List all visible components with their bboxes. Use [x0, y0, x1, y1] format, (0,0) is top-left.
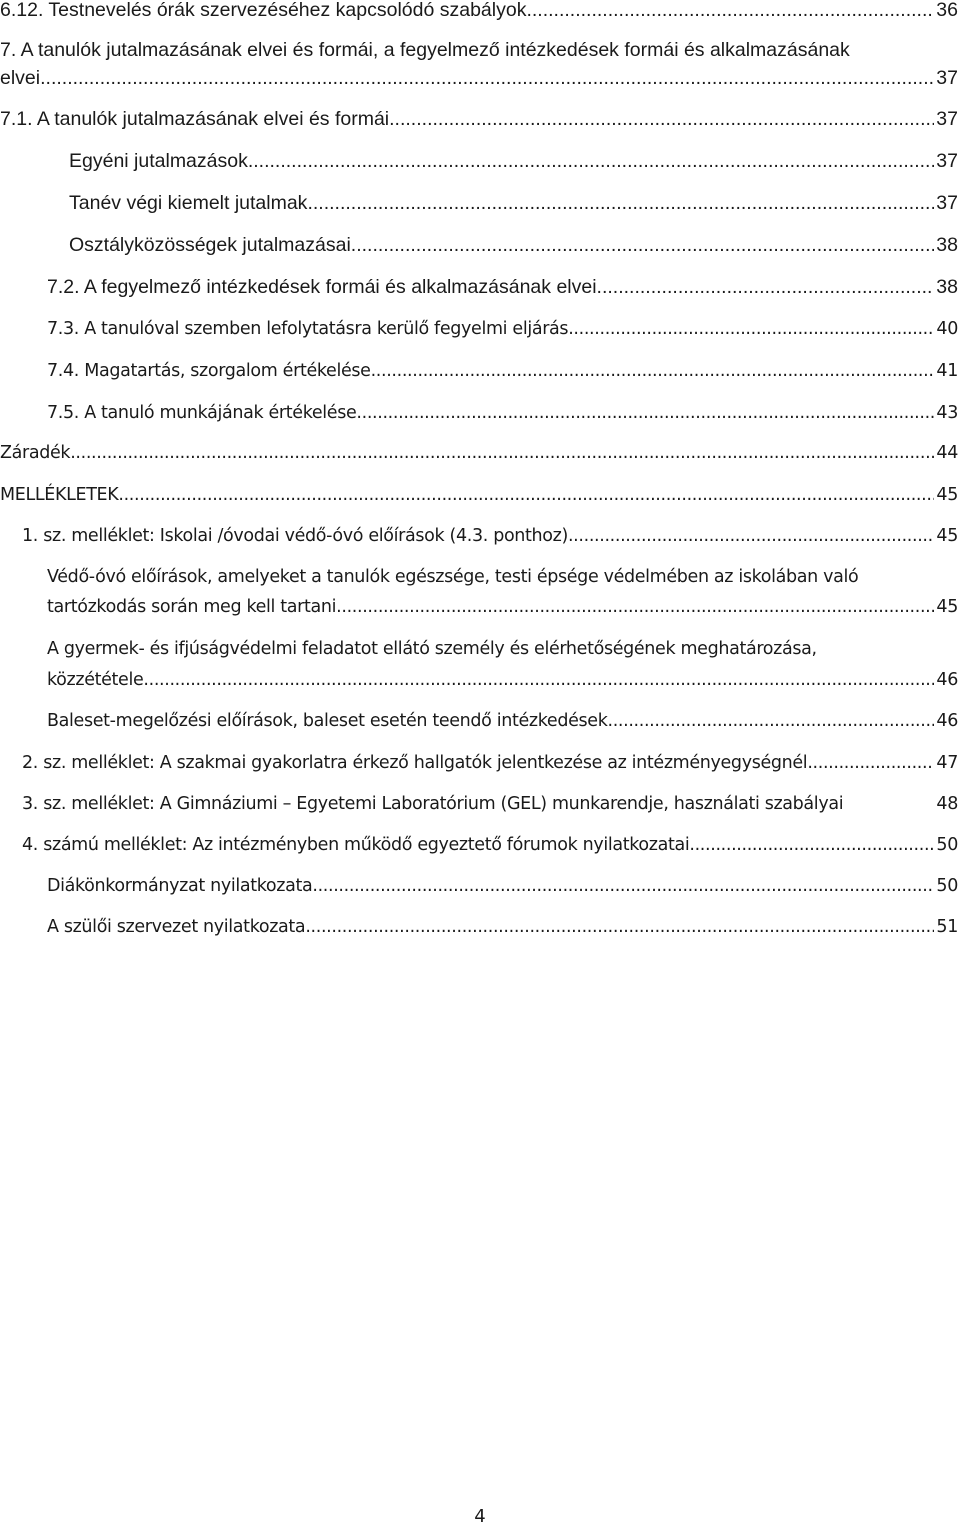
toc-entry-title: 7.5. A tanuló munkájának értékelése	[47, 403, 357, 423]
toc-entry-page: 48	[936, 794, 958, 814]
toc-entry-page: 51	[936, 917, 958, 937]
toc-leader	[356, 398, 934, 428]
toc-entry-title: A gyermek- és ifjúságvédelmi feladatot ellátó személy és elérhetőségének meghatározása,	[47, 639, 817, 659]
toc-entry-title: 2. sz. melléklet: A szakmai gyakorlatra érkező hallgatók jelentkezése az intézményegységnél	[22, 753, 808, 773]
toc-leader	[305, 912, 934, 942]
toc-leader	[70, 438, 934, 468]
toc-entry[interactable]	[47, 912, 958, 942]
toc-entry-line1[interactable]	[47, 562, 958, 592]
toc-entry-title: tartózkodás során meg kell tartani	[47, 597, 337, 617]
toc-leader	[568, 314, 934, 344]
page-number: 4	[474, 1506, 486, 1527]
toc-entry[interactable]	[22, 789, 958, 819]
toc-entry-title: Baleset-megelőzési előírások, baleset esetén teendő intézkedések	[47, 711, 608, 731]
toc-entry-title: Diákönkormányzat nyilatkozata	[47, 876, 313, 896]
toc-entry-title: Záradék	[0, 443, 71, 463]
toc-entry-line1[interactable]	[0, 35, 958, 65]
toc-leader	[143, 665, 934, 695]
toc-leader	[40, 63, 934, 93]
toc-entry-title: MELLÉKLETEK	[0, 485, 119, 505]
toc-entry[interactable]	[0, 104, 958, 134]
toc-entry-title: 7.3. A tanulóval szemben lefolytatásra kerülő fegyelmi eljárás	[47, 319, 569, 339]
toc-entry[interactable]	[22, 521, 958, 551]
toc-entry[interactable]	[47, 871, 958, 901]
toc-entry[interactable]	[47, 398, 958, 428]
toc-leader	[336, 592, 934, 622]
toc-entry-page: 50	[936, 876, 958, 896]
toc-entry[interactable]	[47, 665, 958, 695]
toc-entry-page: 50	[936, 835, 958, 855]
toc-entry[interactable]	[47, 592, 958, 622]
toc-entry-title: 7.4. Magatartás, szorgalom értékelése	[47, 361, 371, 381]
toc-leader	[351, 230, 935, 260]
toc-leader	[607, 706, 934, 736]
toc-entry-page: 44	[936, 443, 958, 463]
toc-entry-page: 45	[936, 526, 958, 546]
toc-leader	[597, 272, 935, 302]
toc-entry[interactable]	[0, 63, 958, 93]
toc-entry-title: Tanév végi kiemelt jutalmak	[69, 192, 308, 214]
toc-entry[interactable]	[0, 438, 958, 468]
toc-leader	[568, 521, 934, 551]
toc-entry-title: Osztályközösségek jutalmazásai	[69, 234, 351, 256]
toc-entry-page: 38	[936, 234, 958, 256]
toc-leader	[807, 748, 934, 778]
toc-entry-title: elvei	[0, 67, 41, 89]
toc-entry-page: 47	[936, 753, 958, 773]
toc-entry[interactable]	[69, 230, 958, 260]
toc-leader	[843, 789, 934, 819]
toc-entry-page: 38	[936, 276, 958, 298]
toc-entry-page: 45	[936, 597, 958, 617]
toc-entry-title: 4. számú melléklet: Az intézményben működő egyeztető fórumok nyilatkozatai	[22, 835, 690, 855]
toc-entry-page: 43	[936, 403, 958, 423]
toc-leader	[689, 830, 934, 860]
toc-entry[interactable]	[47, 272, 958, 302]
toc-entry[interactable]	[0, 0, 958, 25]
toc-entry[interactable]	[69, 188, 958, 218]
toc-leader	[312, 871, 934, 901]
toc-entry[interactable]	[47, 356, 958, 386]
toc-entry[interactable]	[22, 748, 958, 778]
toc-entry-page: 37	[936, 192, 958, 214]
toc-entry-title: Védő-óvó előírások, amelyeket a tanulók egészsége, testi épsége védelmében az iskolában való	[47, 567, 859, 587]
toc-entry-line1[interactable]	[47, 634, 958, 664]
toc-entry[interactable]	[47, 314, 958, 344]
toc-entry-page: 46	[936, 711, 958, 731]
toc-entry-title: közzététele	[47, 670, 144, 690]
toc-entry-title: 7.2. A fegyelmező intézkedések formái és alkalmazásának elvei	[47, 276, 597, 298]
toc-entry-title: 3. sz. melléklet: A Gimnáziumi – Egyetemi Laboratórium (GEL) munkarendje, használati szabályai	[22, 794, 844, 814]
toc-entry-page: 41	[936, 361, 958, 381]
toc-leader	[248, 146, 934, 176]
toc-entry-title: A szülői szervezet nyilatkozata	[47, 917, 306, 937]
toc-entry[interactable]	[0, 480, 958, 510]
toc-leader	[371, 356, 935, 386]
toc-leader	[389, 104, 934, 134]
toc-entry-page: 37	[936, 108, 958, 130]
toc-entry-page: 37	[936, 67, 958, 89]
toc-entry-title: 6.12. Testnevelés órák szervezéséhez kapcsolódó szabályok	[0, 0, 527, 21]
toc-entry[interactable]	[69, 146, 958, 176]
toc-entry[interactable]	[22, 830, 958, 860]
toc-entry-page: 45	[936, 485, 958, 505]
toc-entry-page: 40	[936, 319, 958, 339]
toc-leader	[118, 480, 934, 510]
toc-entry-title: 7. A tanulók jutalmazásának elvei és formái, a fegyelmező intézkedések formái és alkalmazásának	[0, 39, 850, 61]
toc-entry[interactable]	[47, 706, 958, 736]
toc-entry-page: 36	[936, 0, 958, 21]
toc-entry-title: 1. sz. melléklet: Iskolai /óvodai védő-óvó előírások (4.3. ponthoz)	[22, 526, 568, 546]
toc-entry-page: 46	[936, 670, 958, 690]
toc-entry-title: Egyéni jutalmazások	[69, 150, 248, 172]
toc-entry-title: 7.1. A tanulók jutalmazásának elvei és formái	[0, 108, 390, 130]
toc-leader	[526, 0, 934, 25]
toc-entry-page: 37	[936, 150, 958, 172]
toc-leader	[307, 188, 934, 218]
